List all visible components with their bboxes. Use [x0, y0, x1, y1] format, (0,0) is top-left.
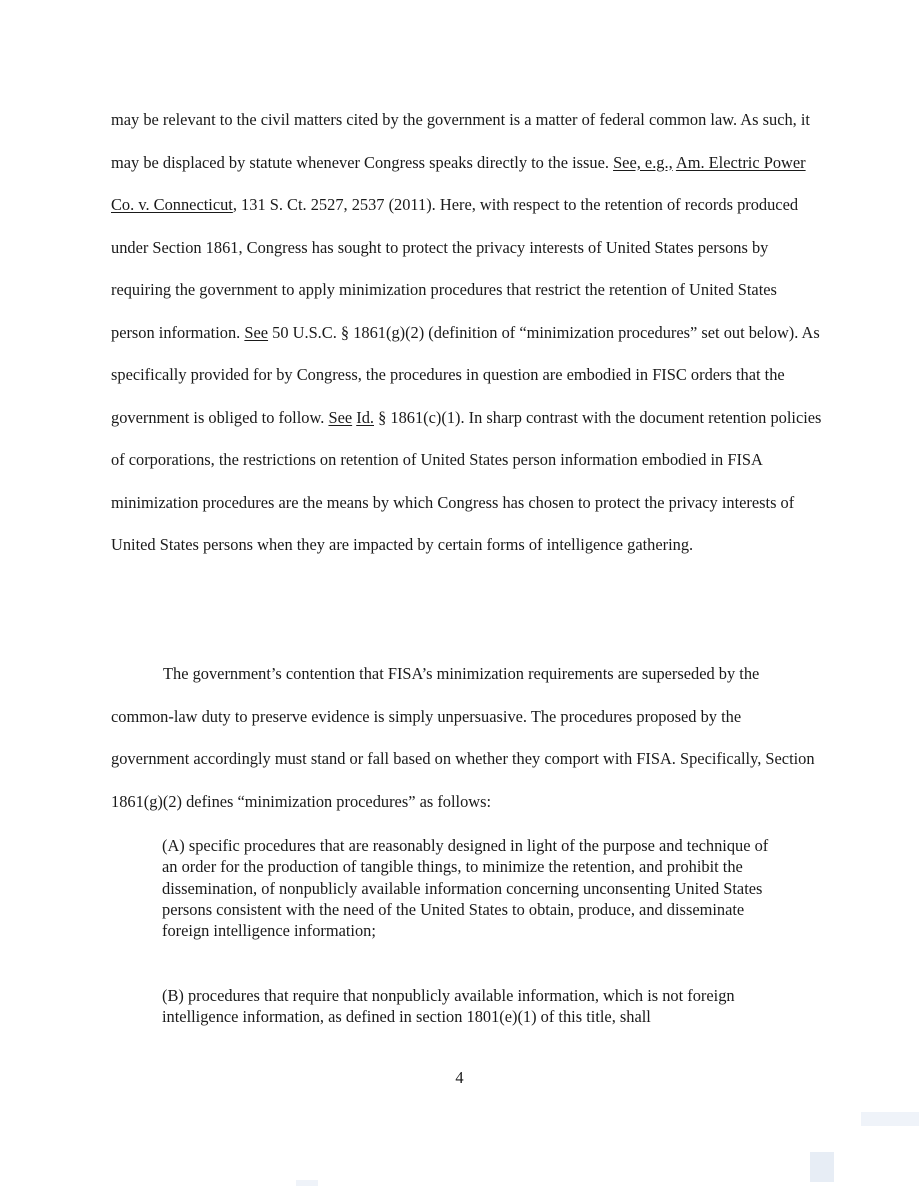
body-paragraph-2: The government’s contention that FISA’s minimization requirements are superseded by the common-law duty to preserve evidence is simply unpersuasive. The procedures proposed by the government accordingly must stand or fall based on whether they comport with FISA. Specifically, Section 1861(g)(2) defines “minimization procedures” as follows:: [111, 664, 815, 811]
citation-text: Am. Electric Power Co. v. Connecticut: [111, 152, 806, 214]
scan-artifact: [296, 1180, 318, 1186]
statute-quote-b: (B) procedures that require that nonpublicly available information, which is not foreign intelligence information, as defined in section 1801(e)(1) of this title, shall: [162, 986, 735, 1027]
paragraph-text: § 1861(c)(1). In sharp contrast with the document retention policies of corporations, the restrictions on retention of United States person information embodied in FISA minimization procedures are the means by which Congress has chosen to protect the privacy interests of United States persons when they are impacted by certain forms of intelligence gathering.: [111, 407, 822, 554]
paragraph-text: , 131 S. Ct. 2527, 2537 (2011). Here, with respect to the retention of records produced under Section 1861, Congress has sought to protect the privacy interests of United States persons by requiring the government to apply minimization procedures that restrict the retention of United States person information.: [111, 195, 799, 342]
scan-artifact: [861, 1112, 919, 1126]
body-paragraph-1: [111, 99, 823, 567]
citation-text: See: [328, 407, 353, 427]
statute-quote-a: (A) specific procedures that are reasonably designed in light of the purpose and technique of an order for the production of tangible things, to minimize the retention, and prohibit the dissemination, of nonpublicly available information concerning unconsenting United States persons consistent with the need of the United States to obtain, produce, and disseminate foreign intelligence information;: [162, 836, 769, 941]
citation-text: See, e.g.,: [613, 152, 673, 172]
paragraph-text: may be relevant to the civil matters cited by the government is a matter of federal common law. As such, it may be displaced by statute whenever Congress speaks directly to the issue.: [111, 110, 810, 172]
citation-text: Id.: [356, 407, 374, 427]
citation-text: See: [244, 322, 269, 342]
page-number: 4: [455, 1068, 464, 1087]
paragraph-text: 50 U.S.C. § 1861(g)(2) (definition of “minimization procedures” set out below). As specifically provided for by Congress, the procedures in question are embodied in FISC orders that the government is obliged to follow.: [111, 322, 820, 427]
scan-artifact: [810, 1152, 834, 1182]
